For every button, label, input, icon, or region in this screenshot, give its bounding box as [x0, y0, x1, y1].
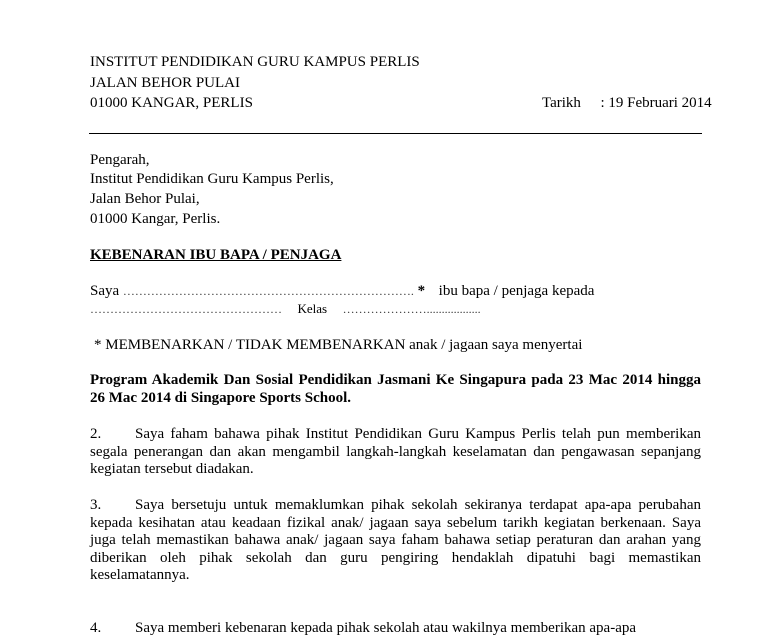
name-blank: ………………………………………………………………. — [122, 284, 414, 298]
recipient-line-1: Pengarah, — [90, 152, 150, 168]
paragraph-text: Saya faham bahawa pihak Institut Pendidikan Guru Kampus Perlis telah pun memberikan segala penerangan dan akan mengambil langkah-langkah keselamatan dan pengawasan sepanjang kegiatan tersebut diadakan. — [90, 426, 701, 477]
paragraph-text: Saya bersetuju untuk memaklumkan pihak sekolah sekiranya terdapat apa-apa perubahan kepada kesihatan atau keadaan fizikal anak/ jagaan saya sebelum tarikh kegiatan berkenaan. Saya juga telah memastikan bahawa anak/ jagaan saya faham bahawa setiap peraturan dan arahan yang diberikan oleh pihak sekolah dan guru pengiring hendaklah dipatuhi bagi memastikan keselamatannya. — [90, 497, 701, 583]
kelas-blank: ………………….................. — [342, 302, 481, 316]
role-text: ibu bapa / penjaga kepada — [438, 283, 595, 299]
recipient-line-4: 01000 Kangar, Perlis. — [90, 211, 221, 227]
date-label: Tarikh — [542, 95, 581, 111]
paragraph-number: 2. — [90, 426, 102, 442]
saya-label: Saya — [90, 283, 120, 299]
date-value: : 19 Februari 2014 — [600, 95, 712, 111]
document-title: KEBENARAN IBU BAPA / PENJAGA — [90, 247, 342, 263]
paragraph-4 — [90, 620, 701, 638]
paragraph-2 — [90, 426, 701, 479]
recipient-line-3: Jalan Behor Pulai, — [90, 191, 200, 207]
paragraph-text: Saya memberi kebenaran kepada pihak sekolah atau wakilnya memberikan apa-apa — [135, 620, 637, 636]
consent-line: * MEMBENARKAN / TIDAK MEMBENARKAN anak / jagaan saya menyertai — [94, 337, 583, 353]
program-description: Program Akademik Dan Sosial Pendidikan Jasmani Ke Singapura pada 23 Mac 2014 hingga 26 Mac 2014 di Singapore Sports School. — [90, 372, 701, 406]
form-line-2 — [90, 302, 481, 317]
paragraph-number: 4. — [90, 620, 102, 636]
kelas-label: Kelas — [297, 301, 328, 316]
org-name: INSTITUT PENDIDIKAN GURU KAMPUS PERLIS — [90, 54, 420, 70]
org-street: JALAN BEHOR PULAI — [90, 75, 240, 91]
child-name-blank: ………………………………………… — [90, 302, 282, 316]
paragraph-3 — [90, 497, 701, 585]
org-city: 01000 KANGAR, PERLIS — [90, 95, 253, 111]
header-divider — [89, 133, 702, 134]
paragraph-number: 3. — [90, 497, 102, 513]
asterisk-mark: * — [417, 283, 426, 299]
form-line-1 — [90, 284, 594, 299]
recipient-line-2: Institut Pendidikan Guru Kampus Perlis, — [90, 171, 334, 187]
date-line — [542, 96, 712, 111]
